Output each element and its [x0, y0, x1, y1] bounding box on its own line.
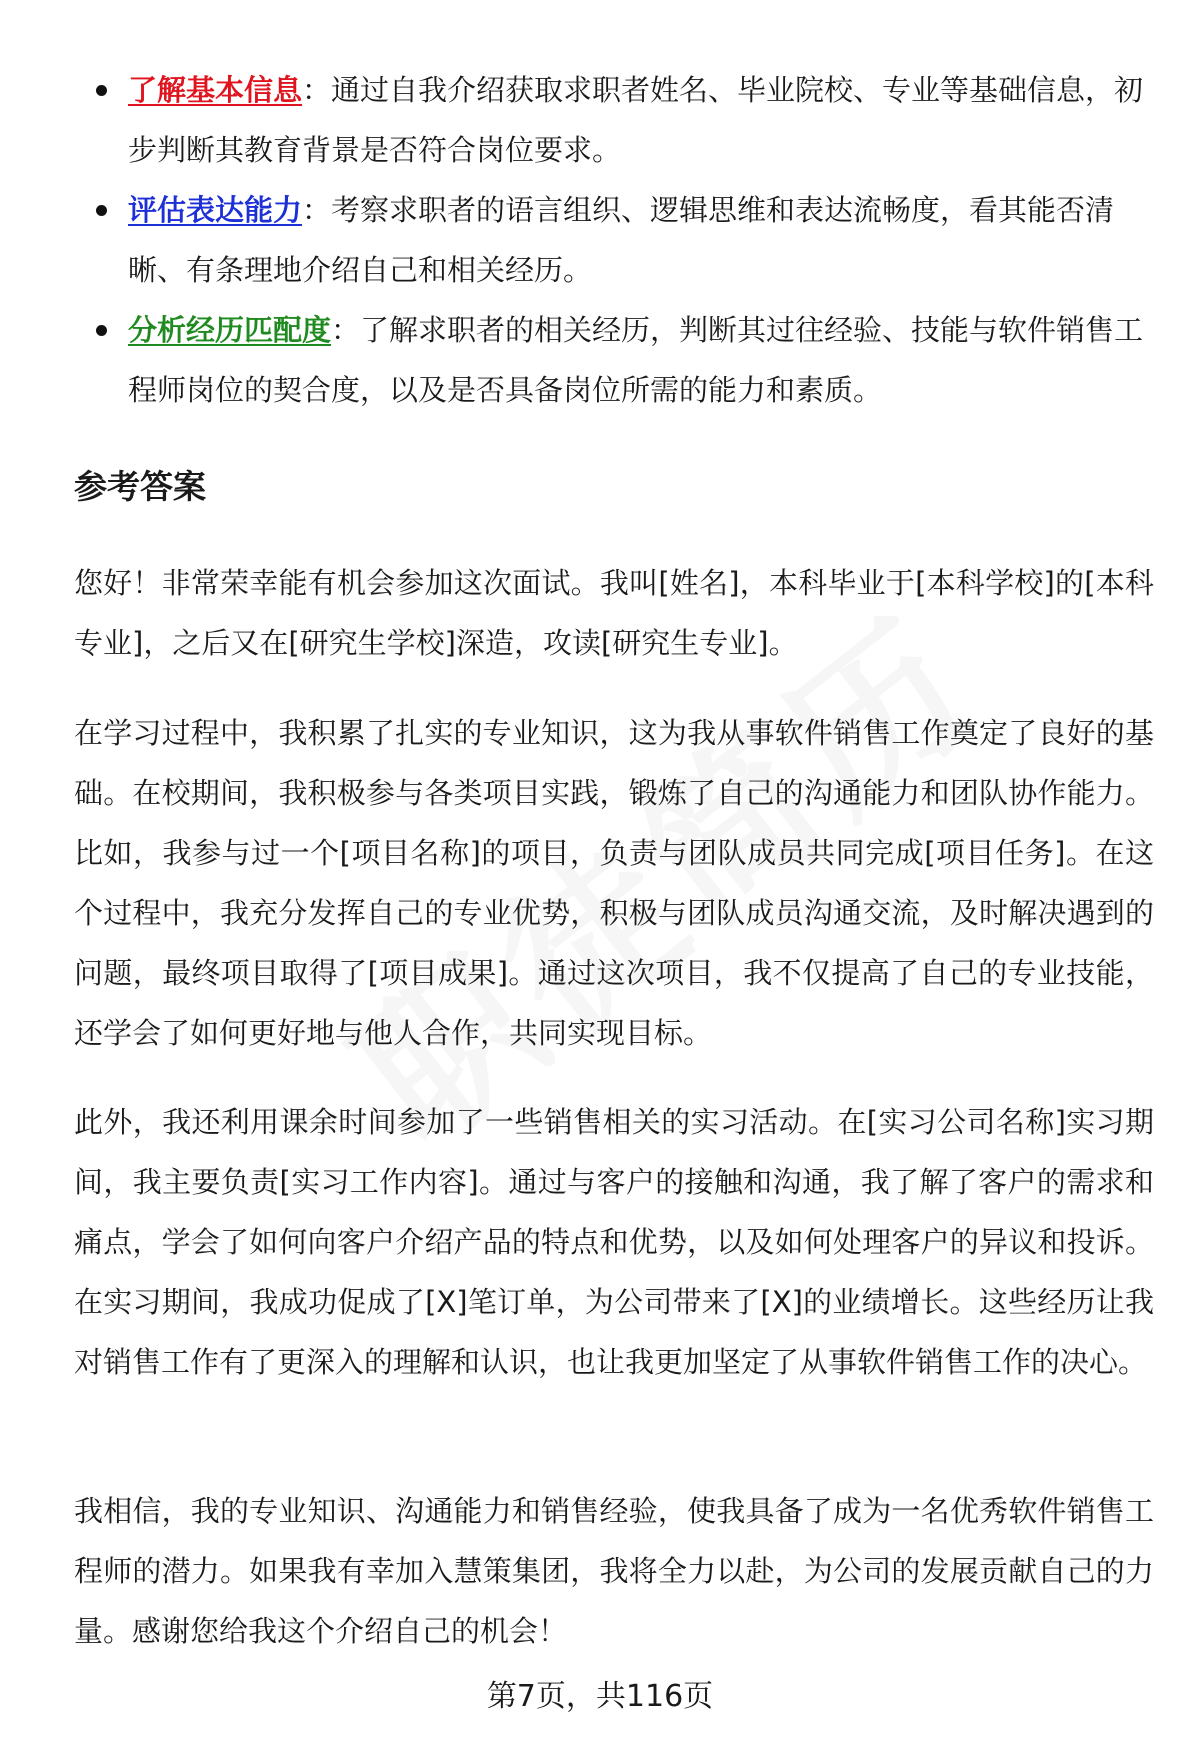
bullet-keyword: 分析经历匹配度 — [128, 313, 332, 347]
bullet-icon — [96, 325, 107, 336]
answer-paragraph: 在学习过程中，我积累了扎实的专业知识，这为我从事软件销售工作奠定了良好的基础。在校期间，我积极参与各类项目实践，锻炼了自己的沟通能力和团队协作能力。比如，我参与过一个[项目名称]的项目，负责与团队成员共同完成[项目任务]。在这个过程中，我充分发挥自己的专业优势，积极与团队成员沟通交流，及时解决遇到的问题，最终项目取得了[项目成果]。通过这次项目，我不仅提高了自己的专业技能，还学会了如何更好地与他人合作，共同实现目标。 — [74, 716, 1154, 1050]
bullet-text: ：了解求职者的相关经历，判断其过往经验、技能与软件销售工程师岗位的契合度，以及是否具备岗位所需的能力和素质。 — [128, 313, 1144, 407]
bullet-keyword: 评估表达能力 — [128, 193, 303, 227]
answer-paragraph: 您好！非常荣幸能有机会参加这次面试。我叫[姓名]，本科毕业于[本科学校]的[本科专业]，之后又在[研究生学校]深造，攻读[研究生专业]。 — [74, 566, 1154, 660]
answer-paragraph: 此外，我还利用课余时间参加了一些销售相关的实习活动。在[实习公司名称]实习期间，我主要负责[实习工作内容]。通过与客户的接触和沟通，我了解了客户的需求和痛点，学会了如何向客户介绍产品的特点和优势，以及如何处理客户的异议和投诉。在实习期间，我成功促成了[X]笔订单，为公司带来了[X]的业绩增长。这些经历让我对销售工作有了更深入的理解和认识，也让我更加坚定了从事软件销售工作的决心。 — [74, 1105, 1154, 1379]
section-title: 参考答案 — [74, 467, 206, 506]
page-number: 第7页，共116页 — [486, 1679, 714, 1714]
answer-paragraph: 我相信，我的专业知识、沟通能力和销售经验，使我具备了成为一名优秀软件销售工程师的潜力。如果我有幸加入慧策集团，我将全力以赴，为公司的发展贡献自己的力量。感谢您给我这个介绍自己的机会！ — [74, 1494, 1154, 1648]
objectives-list — [74, 60, 1154, 420]
bullet-text: ：通过自我介绍获取求职者姓名、毕业院校、专业等基础信息，初步判断其教育背景是否符合岗位要求。 — [128, 73, 1144, 167]
bullet-icon — [96, 205, 107, 216]
bullet-keyword: 了解基本信息 — [128, 73, 303, 107]
bullet-text: ：考察求职者的语言组织、逻辑思维和表达流畅度，看其能否清晰、有条理地介绍自己和相关经历。 — [128, 193, 1115, 287]
list-item — [74, 180, 1154, 300]
list-item — [74, 300, 1154, 420]
bullet-icon — [96, 85, 107, 96]
list-item — [74, 60, 1154, 180]
